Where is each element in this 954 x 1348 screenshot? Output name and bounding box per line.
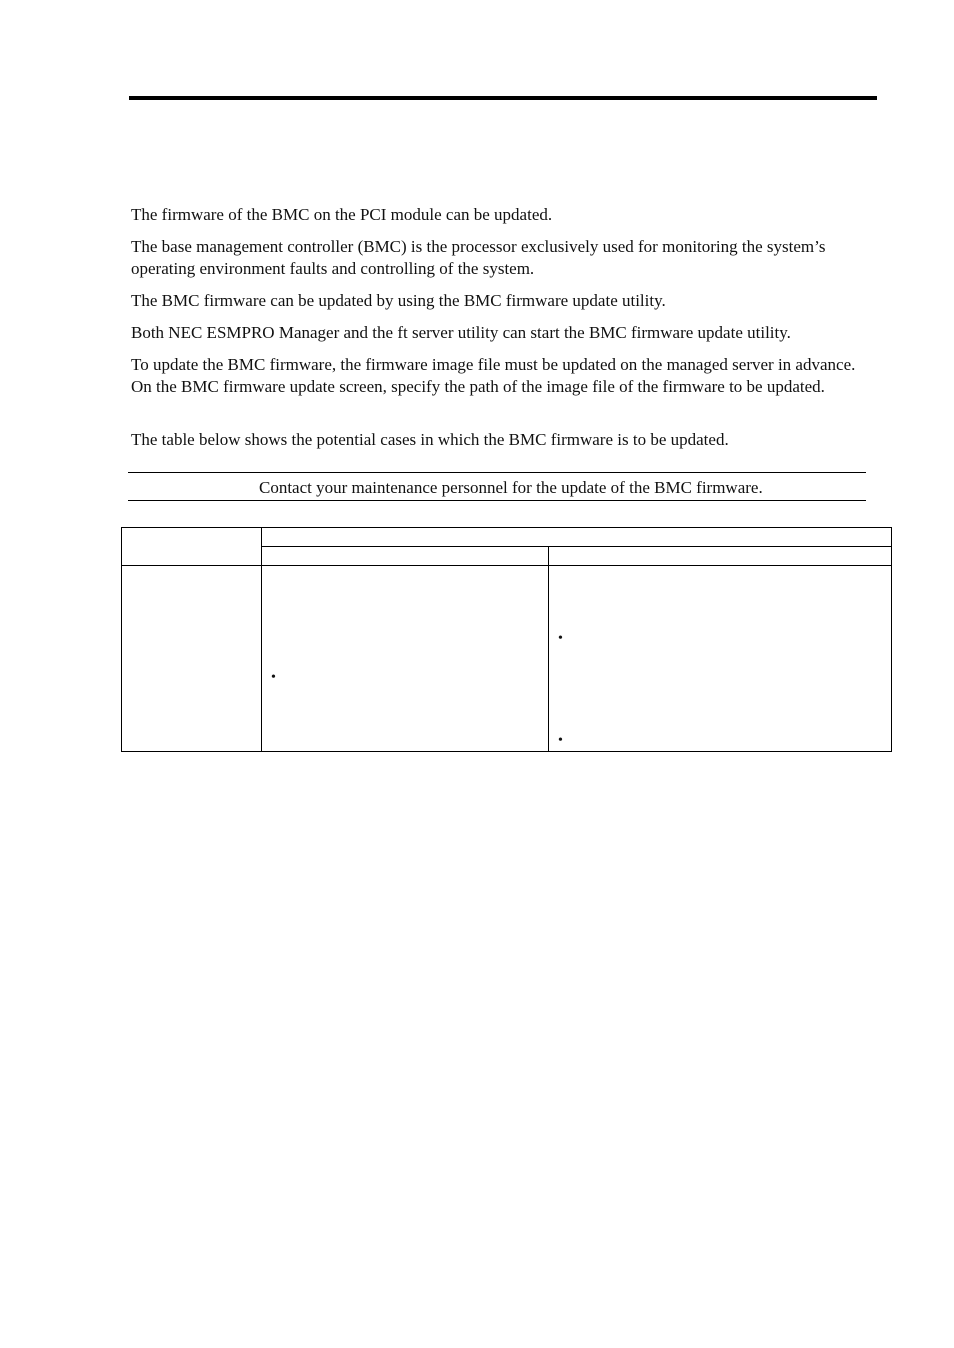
- table-cell-method-1: [262, 566, 549, 752]
- header-rule: [129, 96, 877, 100]
- paragraph-image-file: To update the BMC firmware, the firmware image file must be updated on the managed server in advance. On the BMC firmware update screen, specify the path of the image file of the firmware to be updated.: [131, 355, 856, 396]
- paragraph-table-intro: The table below shows the potential cases in which the BMC firmware is to be updated.: [131, 430, 729, 449]
- paragraph-bmc-definition: The base management controller (BMC) is the processor exclusively used for monitoring the system’s operating environment faults and controlling of the system.: [131, 237, 826, 278]
- table-header-cell-group: [262, 528, 892, 547]
- update-cases-table: [121, 527, 892, 752]
- table-header-cell-case: [122, 528, 262, 566]
- table-header-row: [122, 528, 892, 547]
- note-bottom-rule: [128, 500, 866, 501]
- table-row: [122, 566, 892, 752]
- paragraph-intro: The firmware of the BMC on the PCI module can be updated.: [131, 205, 553, 224]
- table-cell-method-2: [549, 566, 892, 752]
- paragraph-start-utility: Both NEC ESMPRO Manager and the ft server utility can start the BMC firmware update utility.: [131, 323, 791, 342]
- note-text: Contact your maintenance personnel for the update of the BMC firmware.: [259, 478, 763, 497]
- paragraph-update-utility: The BMC firmware can be updated by using the BMC firmware update utility.: [131, 291, 666, 310]
- table-subheader-cell-2: [549, 547, 892, 566]
- bullet-icon: •: [558, 733, 563, 748]
- note-top-rule: [128, 472, 866, 473]
- bullet-icon: •: [558, 631, 563, 646]
- bullet-icon: •: [271, 670, 276, 685]
- table-subheader-cell-1: [262, 547, 549, 566]
- table-cell-case: [122, 566, 262, 752]
